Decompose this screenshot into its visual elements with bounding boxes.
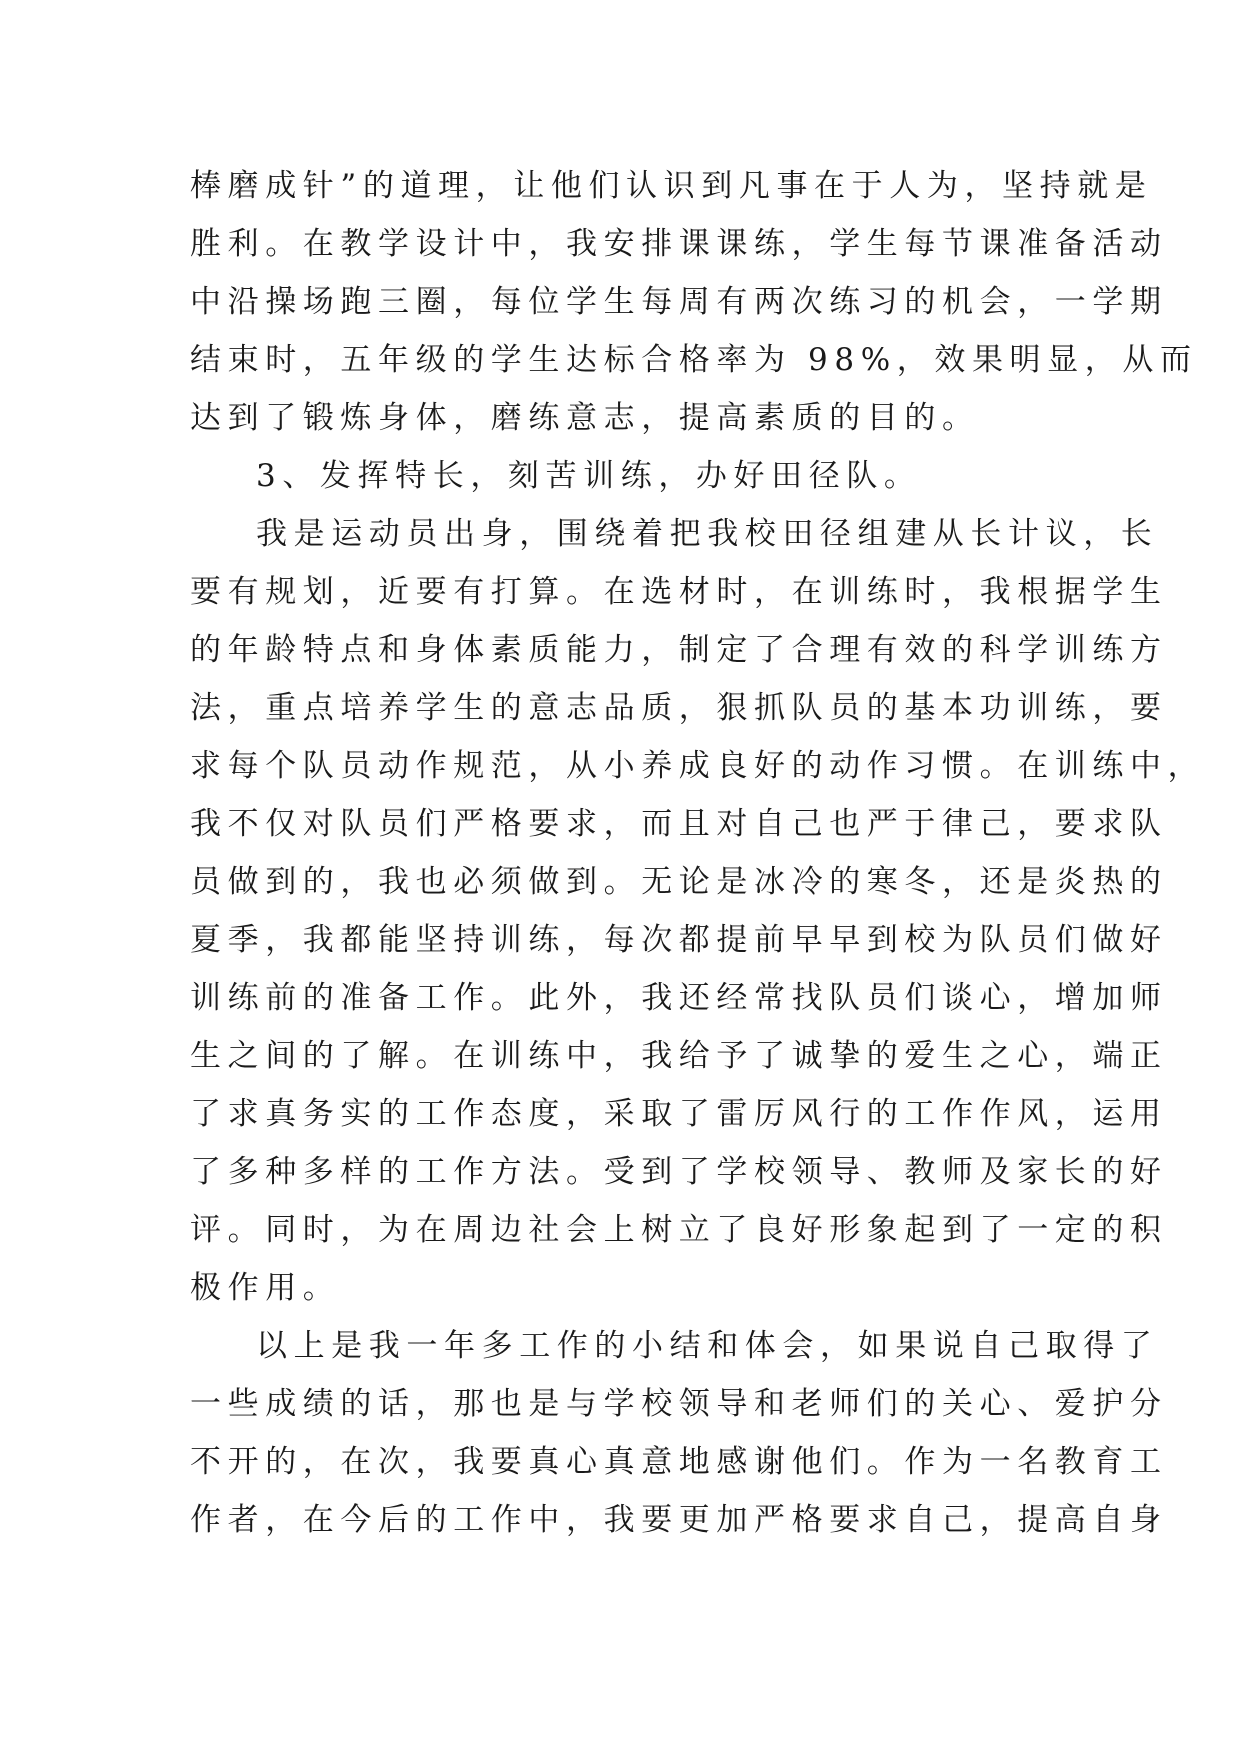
text-line: 了求真务实的工作态度，采取了雷厉风行的工作作风，运用 xyxy=(190,1096,1168,1132)
text-line: 中沿操场跑三圈，每位学生每周有两次练习的机会，一学期 xyxy=(190,284,1168,320)
text-line: 达到了锻炼身体，磨练意志，提高素质的目的。 xyxy=(190,400,980,436)
section-heading: 3、发挥特长，刻苦训练，办好田径队。 xyxy=(256,458,922,494)
text-line: 法，重点培养学生的意志品质，狠抓队员的基本功训练，要 xyxy=(190,690,1168,726)
text-line: 结束时，五年级的学生达标合格率为 98%，效果明显，从而 xyxy=(190,342,1198,378)
text-line: 一些成绩的话，那也是与学校领导和老师们的关心、爱护分 xyxy=(190,1386,1168,1422)
text-line: 的年龄特点和身体素质能力，制定了合理有效的科学训练方 xyxy=(190,632,1168,668)
paragraph-start: 以上是我一年多工作的小结和体会，如果说自己取得了 xyxy=(256,1328,1159,1364)
text-line: 棒磨成针”的道理，让他们认识到凡事在于人为，坚持就是 xyxy=(190,168,1153,204)
text-line: 不开的，在次，我要真心真意地感谢他们。作为一名教育工 xyxy=(190,1444,1168,1480)
body-text xyxy=(190,157,1206,1549)
text-line: 极作用。 xyxy=(190,1270,341,1306)
text-line: 生之间的了解。在训练中，我给予了诚挚的爱生之心，端正 xyxy=(190,1038,1168,1074)
text-line: 评。同时，为在周边社会上树立了良好形象起到了一定的积 xyxy=(190,1212,1168,1248)
text-line: 了多种多样的工作方法。受到了学校领导、教师及家长的好 xyxy=(190,1154,1168,1190)
text-line: 作者，在今后的工作中，我要更加严格要求自己，提高自身 xyxy=(190,1502,1168,1538)
text-line: 训练前的准备工作。此外，我还经常找队员们谈心，增加师 xyxy=(190,980,1168,1016)
text-line: 夏季，我都能坚持训练，每次都提前早早到校为队员们做好 xyxy=(190,922,1168,958)
text-line: 要有规划，近要有打算。在选材时，在训练时，我根据学生 xyxy=(190,574,1168,610)
text-line: 求每个队员动作规范，从小养成良好的动作习惯。在训练中， xyxy=(190,748,1206,784)
text-line: 胜利。在教学设计中，我安排课课练，学生每节课准备活动 xyxy=(190,226,1168,262)
text-line: 员做到的，我也必须做到。无论是冰冷的寒冬，还是炎热的 xyxy=(190,864,1168,900)
text-line: 我不仅对队员们严格要求，而且对自己也严于律己，要求队 xyxy=(190,806,1168,842)
paragraph-start: 我是运动员出身，围绕着把我校田径组建从长计议，长 xyxy=(256,516,1159,552)
